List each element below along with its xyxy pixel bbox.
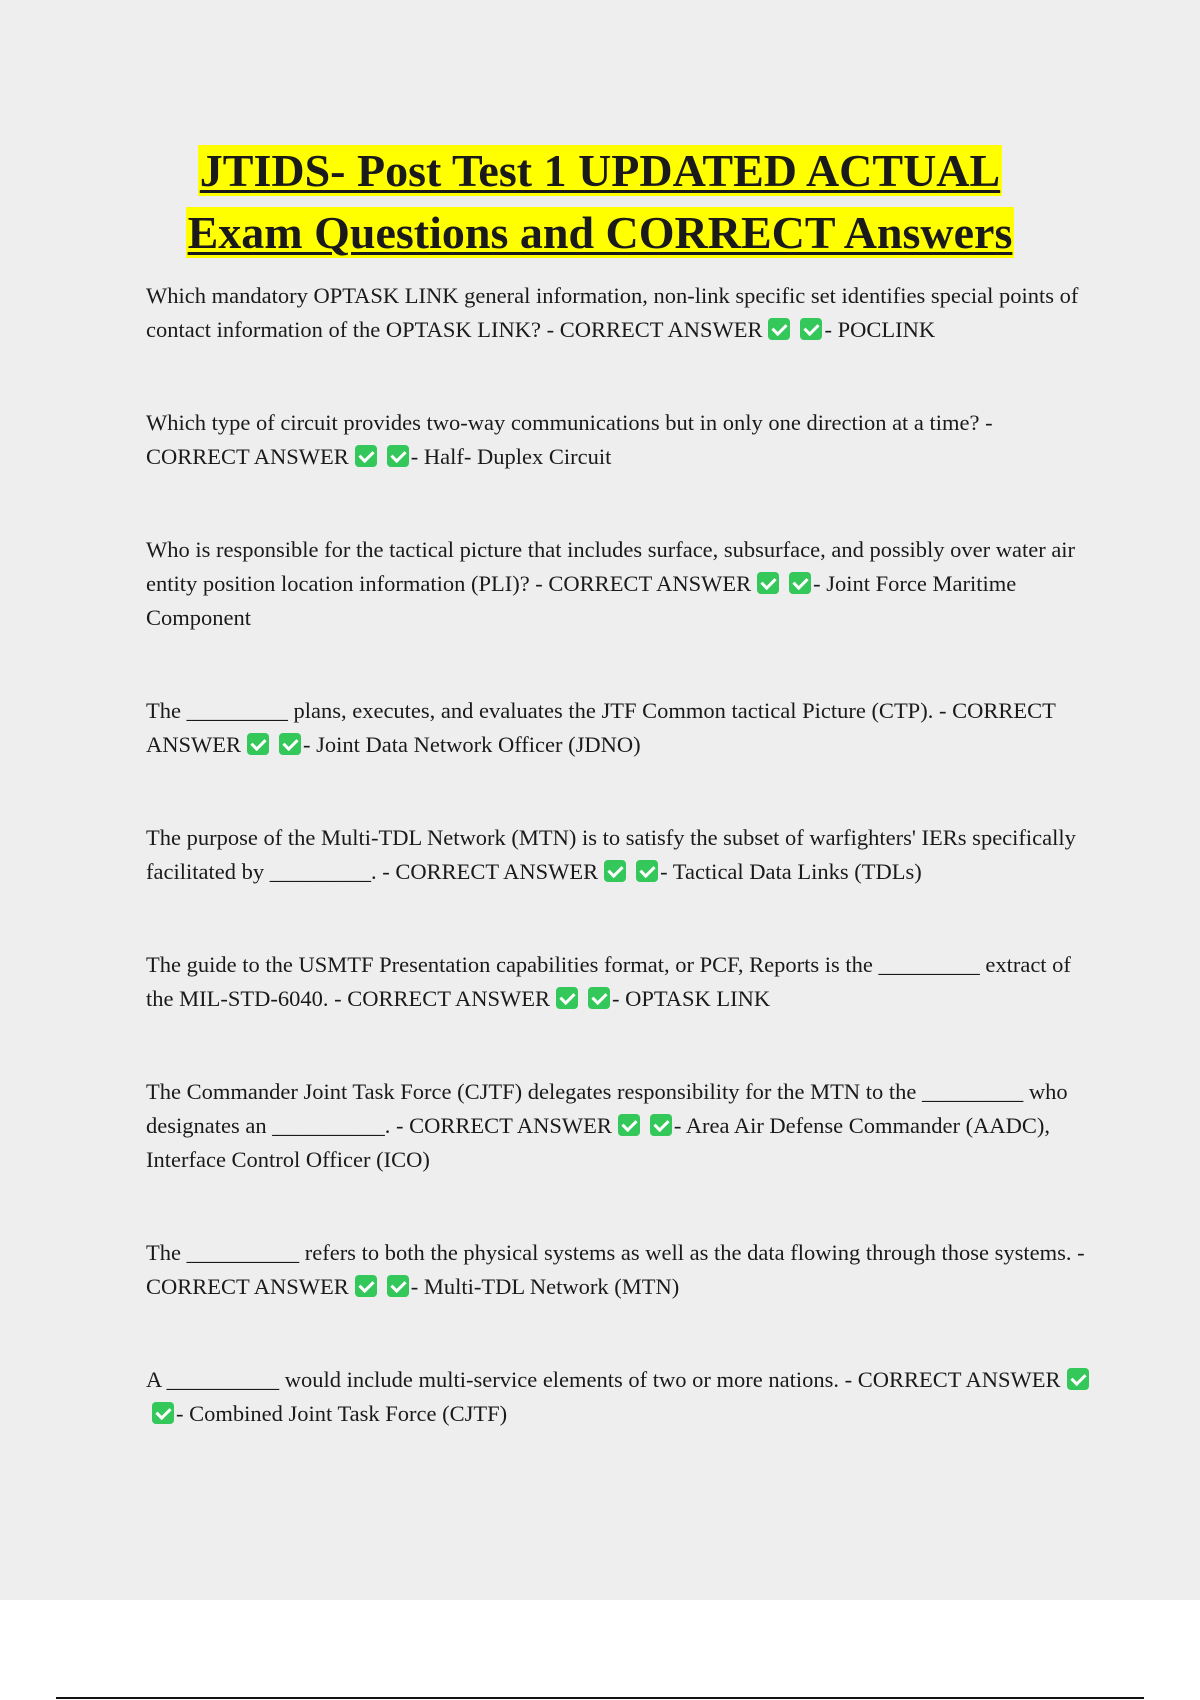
question-text: The guide to the USMTF Presentation capabilities format, or PCF, Reports is the _________ extract of the MIL-STD-6040. - (146, 952, 1071, 1011)
check-box-icon (279, 733, 301, 755)
check-box-icon (387, 1275, 409, 1297)
answer-text: - POCLINK (824, 317, 936, 342)
qa-item (146, 1236, 1096, 1304)
qa-item (146, 279, 1096, 347)
check-box-icon (650, 1114, 672, 1136)
footer-divider (56, 1697, 1144, 1699)
check-box-icon (636, 860, 658, 882)
question-text: A __________ would include multi-service elements of two or more nations. - (146, 1367, 858, 1392)
answer-text: - Area Air Defense Commander (AADC), Interface Control Officer (ICO) (146, 1113, 1050, 1172)
question-text: The Commander Joint Task Force (CJTF) delegates responsibility for the MTN to the _________ who designates an __________. - (146, 1079, 1068, 1138)
answer-text: - OPTASK LINK (611, 986, 771, 1011)
question-text: The purpose of the Multi-TDL Network (MTN) is to satisfy the subset of warfighters' IERs specifically facilitated by _________. - (146, 825, 1076, 884)
check-box-icon (355, 1275, 377, 1297)
answer-text: - Joint Data Network Officer (JDNO) (303, 732, 641, 757)
check-box-icon (1067, 1368, 1089, 1390)
qa-item (146, 821, 1096, 889)
qa-item (146, 948, 1096, 1016)
check-box-icon (800, 318, 822, 340)
check-box-icon (604, 860, 626, 882)
answer-marker: CORRECT ANSWER (548, 571, 752, 596)
check-box-icon (355, 445, 377, 467)
check-box-icon (757, 572, 779, 594)
qa-item (146, 1075, 1096, 1177)
answer-text: - Joint Force Maritime Component (146, 571, 1017, 630)
question-text: Who is responsible for the tactical picture that includes surface, subsurface, and possibly over water air entity position location information (PLI)? - (146, 537, 1076, 596)
check-box-icon (588, 987, 610, 1009)
answer-marker: CORRECT ANSWER (857, 1367, 1061, 1392)
answer-marker: CORRECT ANSWER (409, 1113, 612, 1138)
qa-item (146, 1363, 1096, 1431)
check-box-icon (247, 733, 269, 755)
document-title (0, 140, 1200, 264)
answer-marker: CORRECT ANSWER (347, 986, 550, 1011)
answer-text: - Multi-TDL Network (MTN) (410, 1274, 680, 1299)
check-box-icon (618, 1114, 640, 1136)
question-list (146, 279, 1096, 1490)
check-box-icon (768, 318, 790, 340)
qa-item (146, 406, 1096, 474)
check-box-icon (152, 1402, 174, 1424)
answer-marker: CORRECT ANSWER (146, 1274, 349, 1299)
question-text: The __________ refers to both the physical systems as well as the data flowing through those systems. - (146, 1240, 1085, 1265)
qa-item (146, 533, 1096, 635)
question-text: Which mandatory OPTASK LINK general information, non-link specific set identifies special points of contact information of the OPTASK LINK? - (146, 283, 1079, 342)
answer-marker: CORRECT ANSWER (395, 859, 599, 884)
answer-marker: CORRECT ANSWER (559, 317, 763, 342)
answer-marker: CORRECT ANSWER (146, 698, 1056, 757)
check-box-icon (387, 445, 409, 467)
answer-text: - Combined Joint Task Force (CJTF) (176, 1401, 508, 1426)
check-box-icon (556, 987, 578, 1009)
qa-item (146, 694, 1096, 762)
question-text: Which type of circuit provides two-way communications but in only one direction at a time? - (146, 410, 993, 435)
title-line-2: Exam Questions and CORRECT Answers (187, 207, 1013, 258)
answer-text: - Half- Duplex Circuit (410, 444, 612, 469)
question-text: The _________ plans, executes, and evaluates the JTF Common tactical Picture (CTP). - (146, 698, 953, 723)
check-box-icon (789, 572, 811, 594)
answer-text: - Tactical Data Links (TDLs) (660, 859, 922, 884)
title-line-1: JTIDS- Post Test 1 UPDATED ACTUAL (199, 145, 1001, 196)
answer-marker: CORRECT ANSWER (146, 444, 349, 469)
